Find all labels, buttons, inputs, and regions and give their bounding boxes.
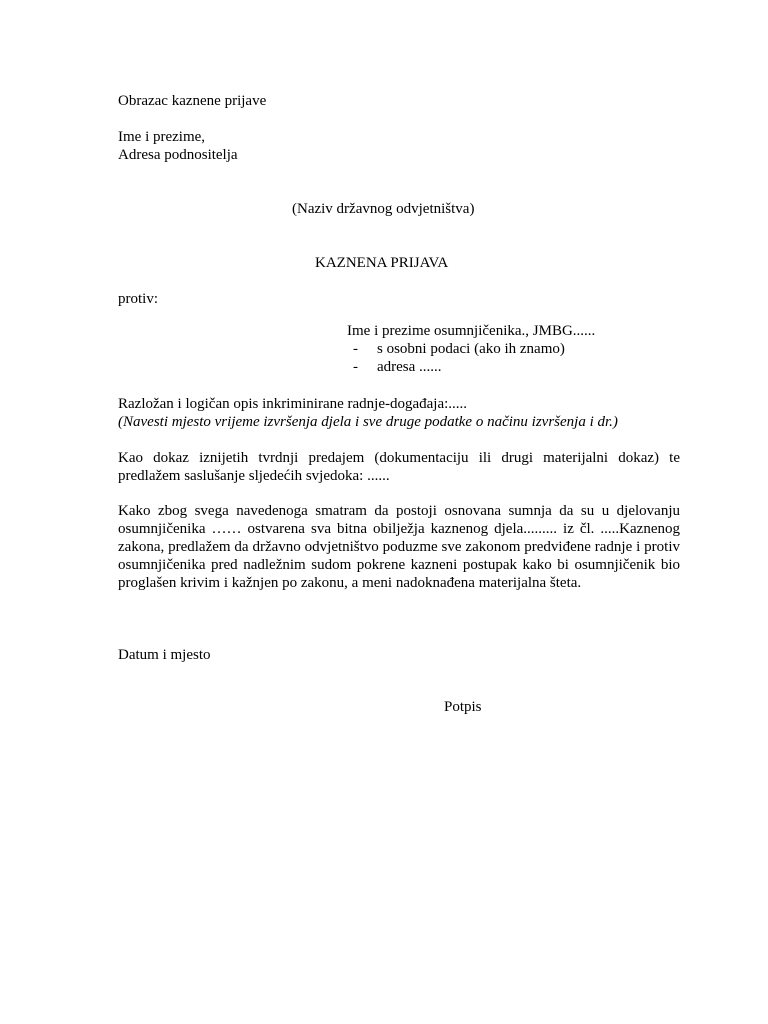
suspect-details-list [353,340,565,376]
form-title: Obrazac kaznene prijave [118,93,267,109]
dash-marker: - [353,359,358,375]
list-item [353,340,565,358]
conclusion-paragraph: Kako zbog svega navedenoga smatram da postoji osnovana sumnja da su u djelovanju osumnjičenika …… ostvarena sva bitna obilježja kaznenog djela......... iz čl. .....Kaznenog zakona, predlažem da državno odvjetništvo poduzme sve zakonom predviđene radnje i protiv osumnjičenika pred nadležnim sudom pokrene kazneni postupak kako bi osumnjičenik bio proglašen krivim i kažnjen po zakonu, a meni nadoknađena materijalna šteta. [118,503,680,591]
incident-description: Razložan i logičan opis inkriminirane radnje-događaja:..... [118,396,468,412]
date-place-label: Datum i mjesto [118,647,211,663]
dash-marker: - [353,341,358,357]
against-label: protiv: [118,291,158,307]
list-item [353,358,565,376]
evidence-paragraph: Kao dokaz iznijetih tvrdnji predajem (dokumentaciju ili drugi materijalni dokaz) te predlažem saslušanje sljedećih svjedoka: ...... [118,450,680,484]
description-hint: (Navesti mjesto vrijeme izvršenja djela i sve druge podatke o načinu izvršenja i dr.) [118,414,618,430]
signature-label: Potpis [444,699,482,715]
recipient-office: (Naziv državnog odvjetništva) [292,201,475,217]
document-heading: KAZNENA PRIJAVA [315,255,449,271]
sender-name: Ime i prezime, [118,129,206,145]
suspect-address: adresa ...... [377,359,442,375]
sender-address: Adresa podnositelja [118,147,238,163]
suspect-personal-data: s osobni podaci (ako ih znamo) [377,341,565,357]
suspect-name: Ime i prezime osumnjičenika., JMBG...... [347,323,596,339]
